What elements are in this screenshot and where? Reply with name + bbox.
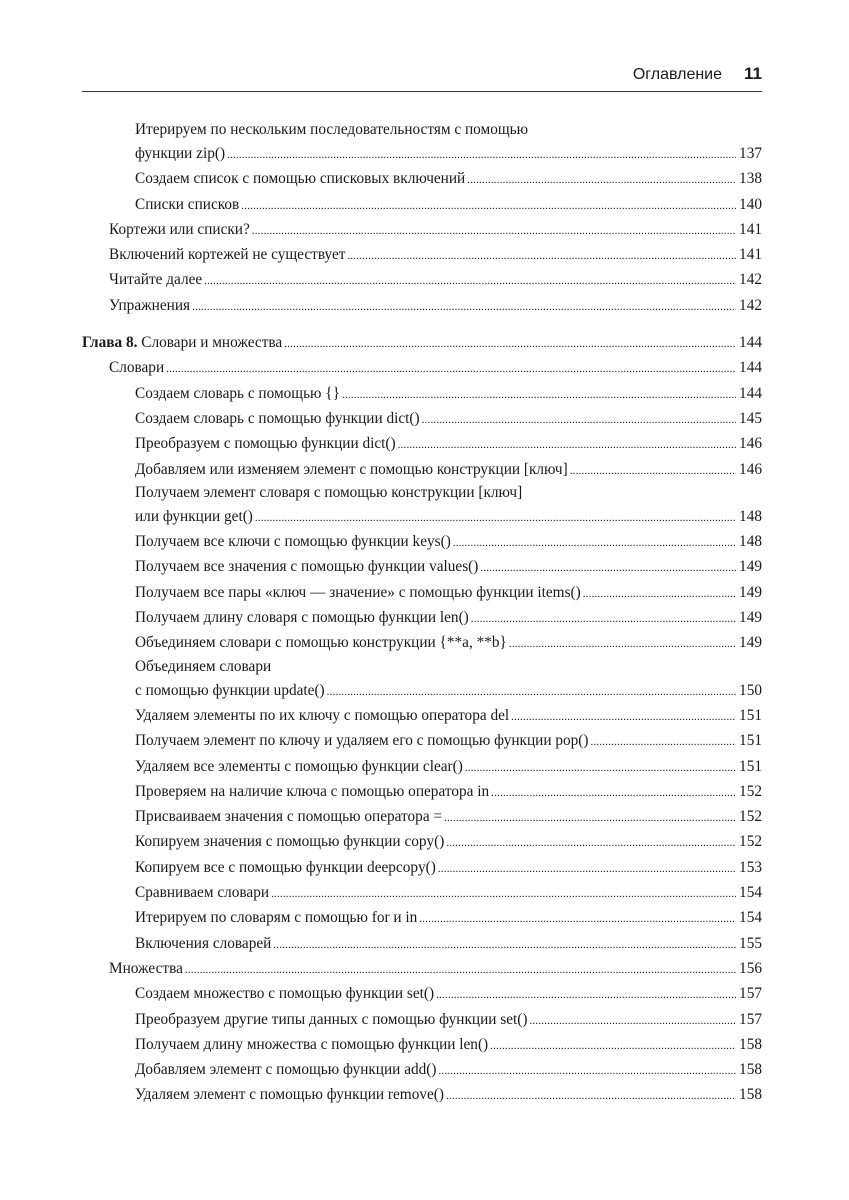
toc-page: 155 [739,934,762,952]
toc-entry[interactable]: Копируем значения с помощью функции copy() ..... 152 [82,829,762,854]
toc-entry[interactable]: Добавляем или изменяем элемент с помощью конструкции [ключ] ..... 146 [82,457,762,482]
toc-entry[interactable]: Получаем все ключи с помощью функции keys() ..... 148 [82,529,762,554]
toc-entry[interactable]: Присваиваем значения с помощью оператора = ..... 152 [82,804,762,829]
chapter-number: Глава 8. [82,334,138,352]
header-page-number: 11 [744,64,762,83]
toc-entry[interactable]: Добавляем элемент с помощью функции add() ..... 158 [82,1057,762,1082]
toc-page: 157 [739,985,762,1003]
toc-entry[interactable]: Копируем все с помощью функции deepcopy() ..... 153 [82,855,762,880]
toc-page: 149 [739,609,762,627]
toc-page: 149 [739,634,762,652]
toc-entry[interactable]: Кортежи или списки? ..... 141 [82,217,762,242]
header-title: Оглавление [632,66,723,83]
toc-page: 151 [739,706,762,724]
toc-entry[interactable]: Получаем длину множества с помощью функции len() ..... 158 [82,1032,762,1057]
toc-page: 154 [739,909,762,927]
toc-entry[interactable]: Читайте далее ..... 142 [82,267,762,292]
toc-page: 137 [739,145,762,162]
toc-page: 158 [739,1086,762,1104]
toc-entry[interactable]: Преобразуем другие типы данных с помощью функции set() ..... 157 [82,1007,762,1032]
toc-entry[interactable]: Создаем список с помощью списковых включений ..... 138 [82,166,762,191]
toc-page: 153 [739,858,762,876]
toc-page: 151 [739,732,762,750]
toc-page: 144 [739,384,762,402]
toc-entry[interactable]: Удаляем все элементы с помощью функции clear() ..... 151 [82,754,762,779]
chapter-title: Словари и множества [141,334,283,352]
toc-entry[interactable]: Включения словарей ..... 155 [82,931,762,956]
toc-page: 151 [739,757,762,775]
toc-section-entry[interactable]: Словари ..... 144 [82,355,762,380]
toc-page: 144 [739,359,762,377]
toc-entry[interactable]: Получаем длину словаря с помощью функции len() ..... 149 [82,605,762,630]
toc-page: 149 [739,583,762,601]
toc-page: 148 [739,533,762,551]
table-of-contents [82,119,762,1108]
toc-page: 154 [739,884,762,902]
toc-entry[interactable]: или функции get() ..... 148 [82,504,762,529]
toc-page: 158 [739,1035,762,1053]
toc-entry[interactable]: Упражнения ..... 142 [82,293,762,318]
toc-page: 146 [739,460,762,478]
toc-page: 140 [739,195,762,213]
toc-entry-line1: Получаем элемент словаря с помощью конструкции [ключ] [135,483,523,501]
toc-page: 149 [739,558,762,576]
toc-page: 142 [739,271,762,289]
running-header [82,64,762,88]
toc-page: 148 [739,507,762,525]
toc-page: 141 [739,220,762,238]
toc-page: 146 [739,435,762,453]
toc-page: 150 [739,681,762,699]
toc-entry[interactable]: Удаляем элемент с помощью функции remove() ..... 158 [82,1082,762,1107]
toc-page: 156 [739,959,762,977]
toc-entry[interactable]: Списки списков ..... 140 [82,192,762,217]
toc-entry[interactable]: Получаем все значения с помощью функции values() ..... 149 [82,554,762,579]
toc-entry[interactable]: Проверяем на наличие ключа с помощью оператора in ..... 152 [82,779,762,804]
toc-page: 144 [739,334,762,352]
toc-entry[interactable]: Создаем словарь с помощью {} ..... 144 [82,381,762,406]
toc-page: 142 [739,296,762,314]
toc-entry[interactable]: Итерируем по словарям с помощью for и in ..... 154 [82,905,762,930]
toc-entry[interactable]: Объединяем словари с помощью конструкции {**a, **b} ..... 149 [82,630,762,655]
toc-page: 152 [739,833,762,851]
toc-page: 145 [739,409,762,427]
toc-chapter-entry[interactable] [82,330,762,355]
toc-page: 158 [739,1061,762,1079]
header-rule [82,91,762,92]
toc-section-entry[interactable]: Множества ..... 156 [82,956,762,981]
toc-entry[interactable]: Сравниваем словари ..... 154 [82,880,762,905]
toc-entry-line1: Объединяем словари [135,657,272,675]
toc-entry[interactable]: Создаем множество с помощью функции set() ..... 157 [82,981,762,1006]
toc-entry[interactable]: с помощью функции update() ..... 150 [82,678,762,703]
toc-entry[interactable]: Получаем все пары «ключ — значение» с помощью функции items() ..... 149 [82,580,762,605]
toc-page: 138 [739,170,762,188]
toc-entry[interactable]: функции zip() ..... 137 [82,141,762,166]
toc-page: 152 [739,782,762,800]
toc-entry[interactable]: Создаем словарь с помощью функции dict() ..... 145 [82,406,762,431]
toc-entry[interactable]: Включений кортежей не существует ..... 141 [82,242,762,267]
toc-entry[interactable]: Получаем элемент по ключу и удаляем его с помощью функции pop() ..... 151 [82,728,762,753]
toc-entry-line1: Итерируем по нескольким последовательностям с помощью [135,121,529,138]
toc-page: 157 [739,1010,762,1028]
toc-entry[interactable]: Удаляем элементы по их ключу с помощью оператора del ..... 151 [82,703,762,728]
toc-page: 141 [739,246,762,264]
toc-entry[interactable]: Преобразуем с помощью функции dict() ..... 146 [82,431,762,456]
toc-page: 152 [739,808,762,826]
